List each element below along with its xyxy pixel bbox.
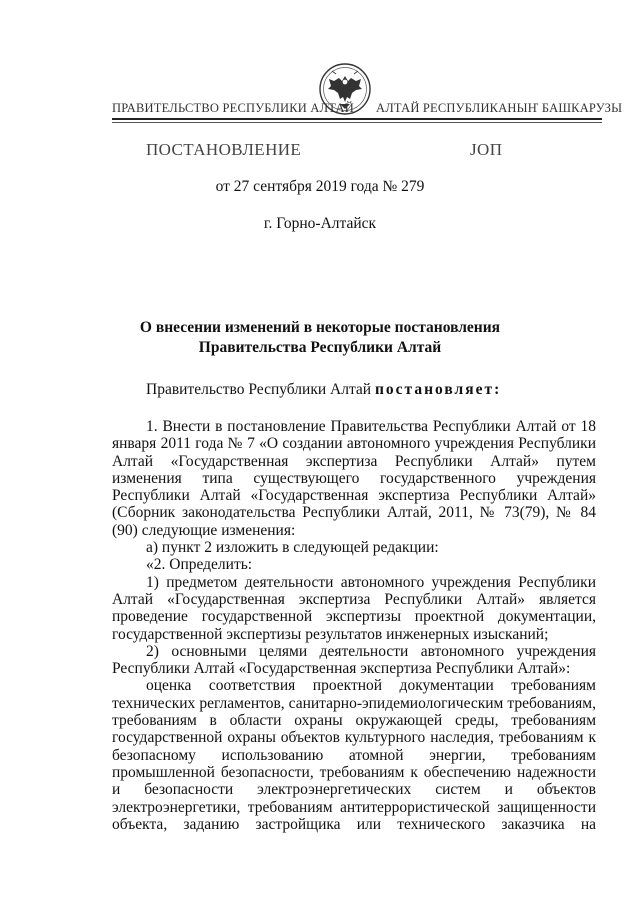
city-line: г. Горно-Алтайск [263, 215, 377, 232]
date-line: от 27 сентября 2019 года № 279 [215, 178, 425, 195]
title-line: Правительства Республики Алтай [198, 339, 442, 356]
header-right-text: АЛТАЙ РЕСПУБЛИКАНЫҤ БАШКАРУЗЫ [376, 101, 623, 115]
title-line: О внесении изменений в некоторые постановления [139, 319, 501, 336]
doc-type-russian: ПОСТАНОВЛЕНИЕ [146, 140, 302, 159]
paragraph: 1. Внести в постановление Правительства Республики Алтай от 18 января 2011 года № 7 «О создании автономного учреждения Республики Алтай «Государственная экспертиза Республики Алтай» путем изменения типа существующего государственного учреждения Республики Алтай «Государственная экспертиза Республики Алтай» (Сборник законодательства Республики Алтай, 2011, № 73(79), № 84 (90) следующие изменения: [112, 418, 596, 539]
document-title [0, 318, 640, 358]
paragraph: 1) предметом деятельности автономного учреждения Республики Алтай «Государственная экспертиза Республики Алтай» является проведение государственной экспертизы проектной документации, государственной экспертизы результатов инженерных изысканий; [112, 573, 596, 643]
header-divider-thin [112, 122, 602, 123]
doc-type-altai: ЈОП [470, 140, 503, 159]
document-body [112, 418, 596, 833]
preamble-text: Правительство Республики Алтай [146, 381, 375, 398]
preamble [146, 381, 501, 399]
preamble-bold: постановляет: [374, 381, 502, 398]
header-left-text: ПРАВИТЕЛЬСТВО РЕСПУБЛИКИ АЛТАЙ [112, 101, 354, 115]
paragraph: «2. Определить: [146, 556, 253, 574]
paragraph: оценка соответствия проектной документации требованиям технических регламентов, санитарно-эпидемиологическим требованиям, требованиям в области охраны окружающей среды, требованиям государственной охраны объектов культурного наследия, требованиям к безопасному использованию атомной энергии, требованиям промышленной безопасности, требованиям к обеспечению надежности и безопасности электроэнергетических систем и объектов электроэнергетики, требованиям антитеррористической защищенности объекта, заданию застройщика или технического заказчика на [112, 677, 596, 833]
paragraph: а) пункт 2 изложить в следующей редакции: [146, 539, 439, 557]
header-divider [112, 118, 602, 120]
paragraph: 2) основными целями деятельности автономного учреждения Республики Алтай «Государственная экспертиза Республики Алтай»: [112, 642, 596, 678]
